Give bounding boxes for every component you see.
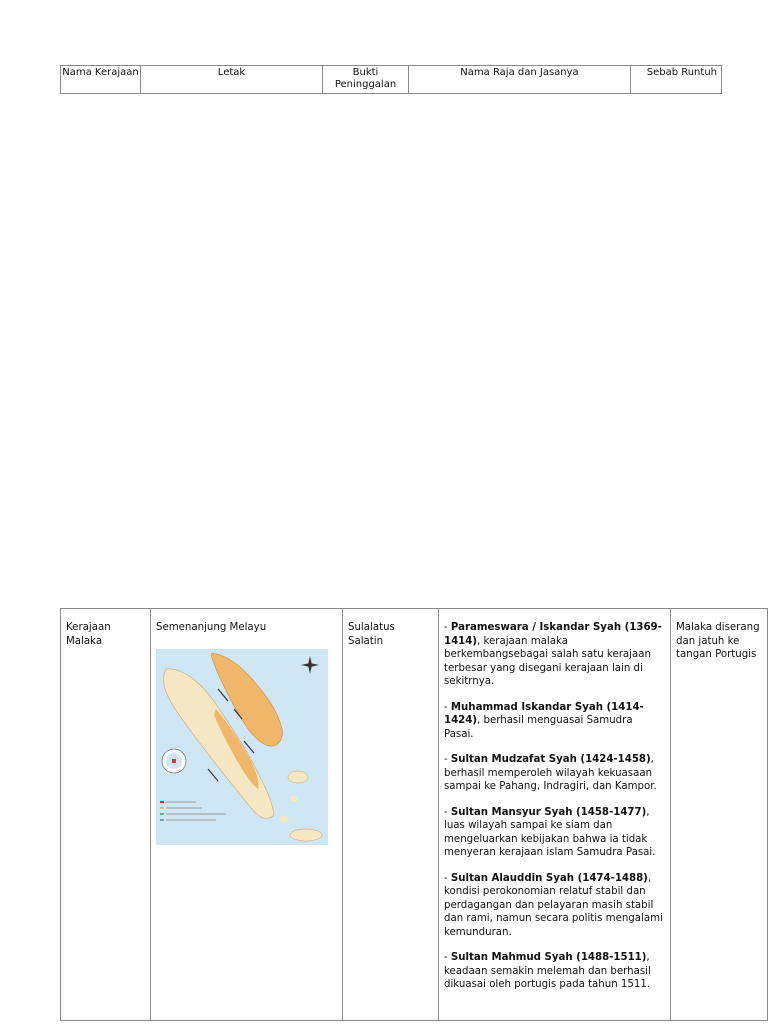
raja-name: Muhammad Iskandar Syah (1414-1424): [444, 701, 644, 726]
header-row: [61, 66, 722, 94]
kerajaan-table: [60, 608, 768, 1021]
raja-desc: , keadaan semakin melemah dan berhasil dikuasai oleh portugis pada tahun 1511.: [444, 952, 651, 990]
list-item: - Muhammad Iskandar Syah (1414-1424), berhasil menguasai Samudra Pasai.: [444, 701, 644, 740]
header-table: [60, 65, 722, 94]
raja-name: Parameswara / Iskandar Syah (1369-1414): [444, 622, 662, 647]
header-nama-kerajaan: Nama Kerajaan: [61, 66, 141, 94]
raja-name: Sultan Alauddin Syah (1474-1488): [450, 872, 648, 884]
list-item: - Sultan Mansyur Syah (1458-1477), luas wilayah sampai ke siam dan mengeluarkan kebijakan bahwa ia tidak menyeran kerajaan islam Samudra Pasai.: [444, 806, 656, 858]
cell-letak: [151, 609, 343, 1021]
map-image: [156, 649, 328, 845]
letak-text: Semenanjung Melayu: [156, 622, 267, 633]
raja-name: Sultan Mansyur Syah (1458-1477): [450, 806, 647, 818]
list-item: - Sultan Alauddin Syah (1474-1488), kondisi perokonomian relatuf stabil dan perdagangan dan pelayaran masih stabil dan rami, namun secara politis mengalami kemunduran.: [444, 872, 663, 938]
header-letak: Letak: [141, 66, 323, 94]
cell-nama-raja: [439, 609, 671, 1021]
cell-nama-kerajaan: Kerajaan Malaka: [61, 609, 151, 1021]
globe-inset-icon: [162, 749, 186, 773]
raja-desc: , luas wilayah sampai ke siam dan mengeluarkan kebijakan bahwa ia tidak menyeran kerajaan islam Samudra Pasai.: [444, 806, 656, 858]
header-sebab-runtuh: Sebab Runtuh: [631, 66, 722, 94]
raja-desc: , kerajaan malaka berkembangsebagai salah satu kerajaan terbesar yang disegani kerajaan lain di sekitrnya.: [444, 635, 651, 687]
cell-sebab-runtuh: Malaka diserang dan jatuh ke tangan Portugis: [671, 609, 768, 1021]
raja-desc: , berhasil memperoleh wilayah kekuasaan sampai ke Pahang, Indragiri, dan Kampor.: [444, 754, 657, 792]
header-bukti-peninggalan: Bukti Peninggalan: [323, 66, 409, 94]
table-row: [61, 609, 768, 1021]
list-item: - Sultan Mudzafat Syah (1424-1458), berhasil memperoleh wilayah kekuasaan sampai ke Pahang, Indragiri, dan Kampor.: [444, 754, 657, 792]
raja-name: Sultan Mudzafat Syah (1424-1458): [450, 754, 651, 765]
list-item: - Sultan Mahmud Syah (1488-1511), keadaan semakin melemah dan berhasil dikuasai oleh portugis pada tahun 1511.: [444, 952, 651, 990]
cell-bukti-peninggalan: Sulalatus Salatin: [343, 609, 439, 1021]
raja-desc: , berhasil menguasai Samudra Pasai.: [444, 715, 633, 740]
raja-desc: , kondisi perokonomian relatuf stabil dan perdagangan dan pelayaran masih stabil dan rami, namun secara politis mengalami kemunduran.: [444, 872, 663, 938]
header-nama-raja: Nama Raja dan Jasanya: [409, 66, 631, 94]
raja-name: Sultan Mahmud Syah (1488-1511): [450, 952, 647, 963]
list-item: - Parameswara / Iskandar Syah (1369-1414), kerajaan malaka berkembangsebagai salah satu kerajaan terbesar yang disegani kerajaan lain di sekitrnya.: [444, 622, 662, 687]
